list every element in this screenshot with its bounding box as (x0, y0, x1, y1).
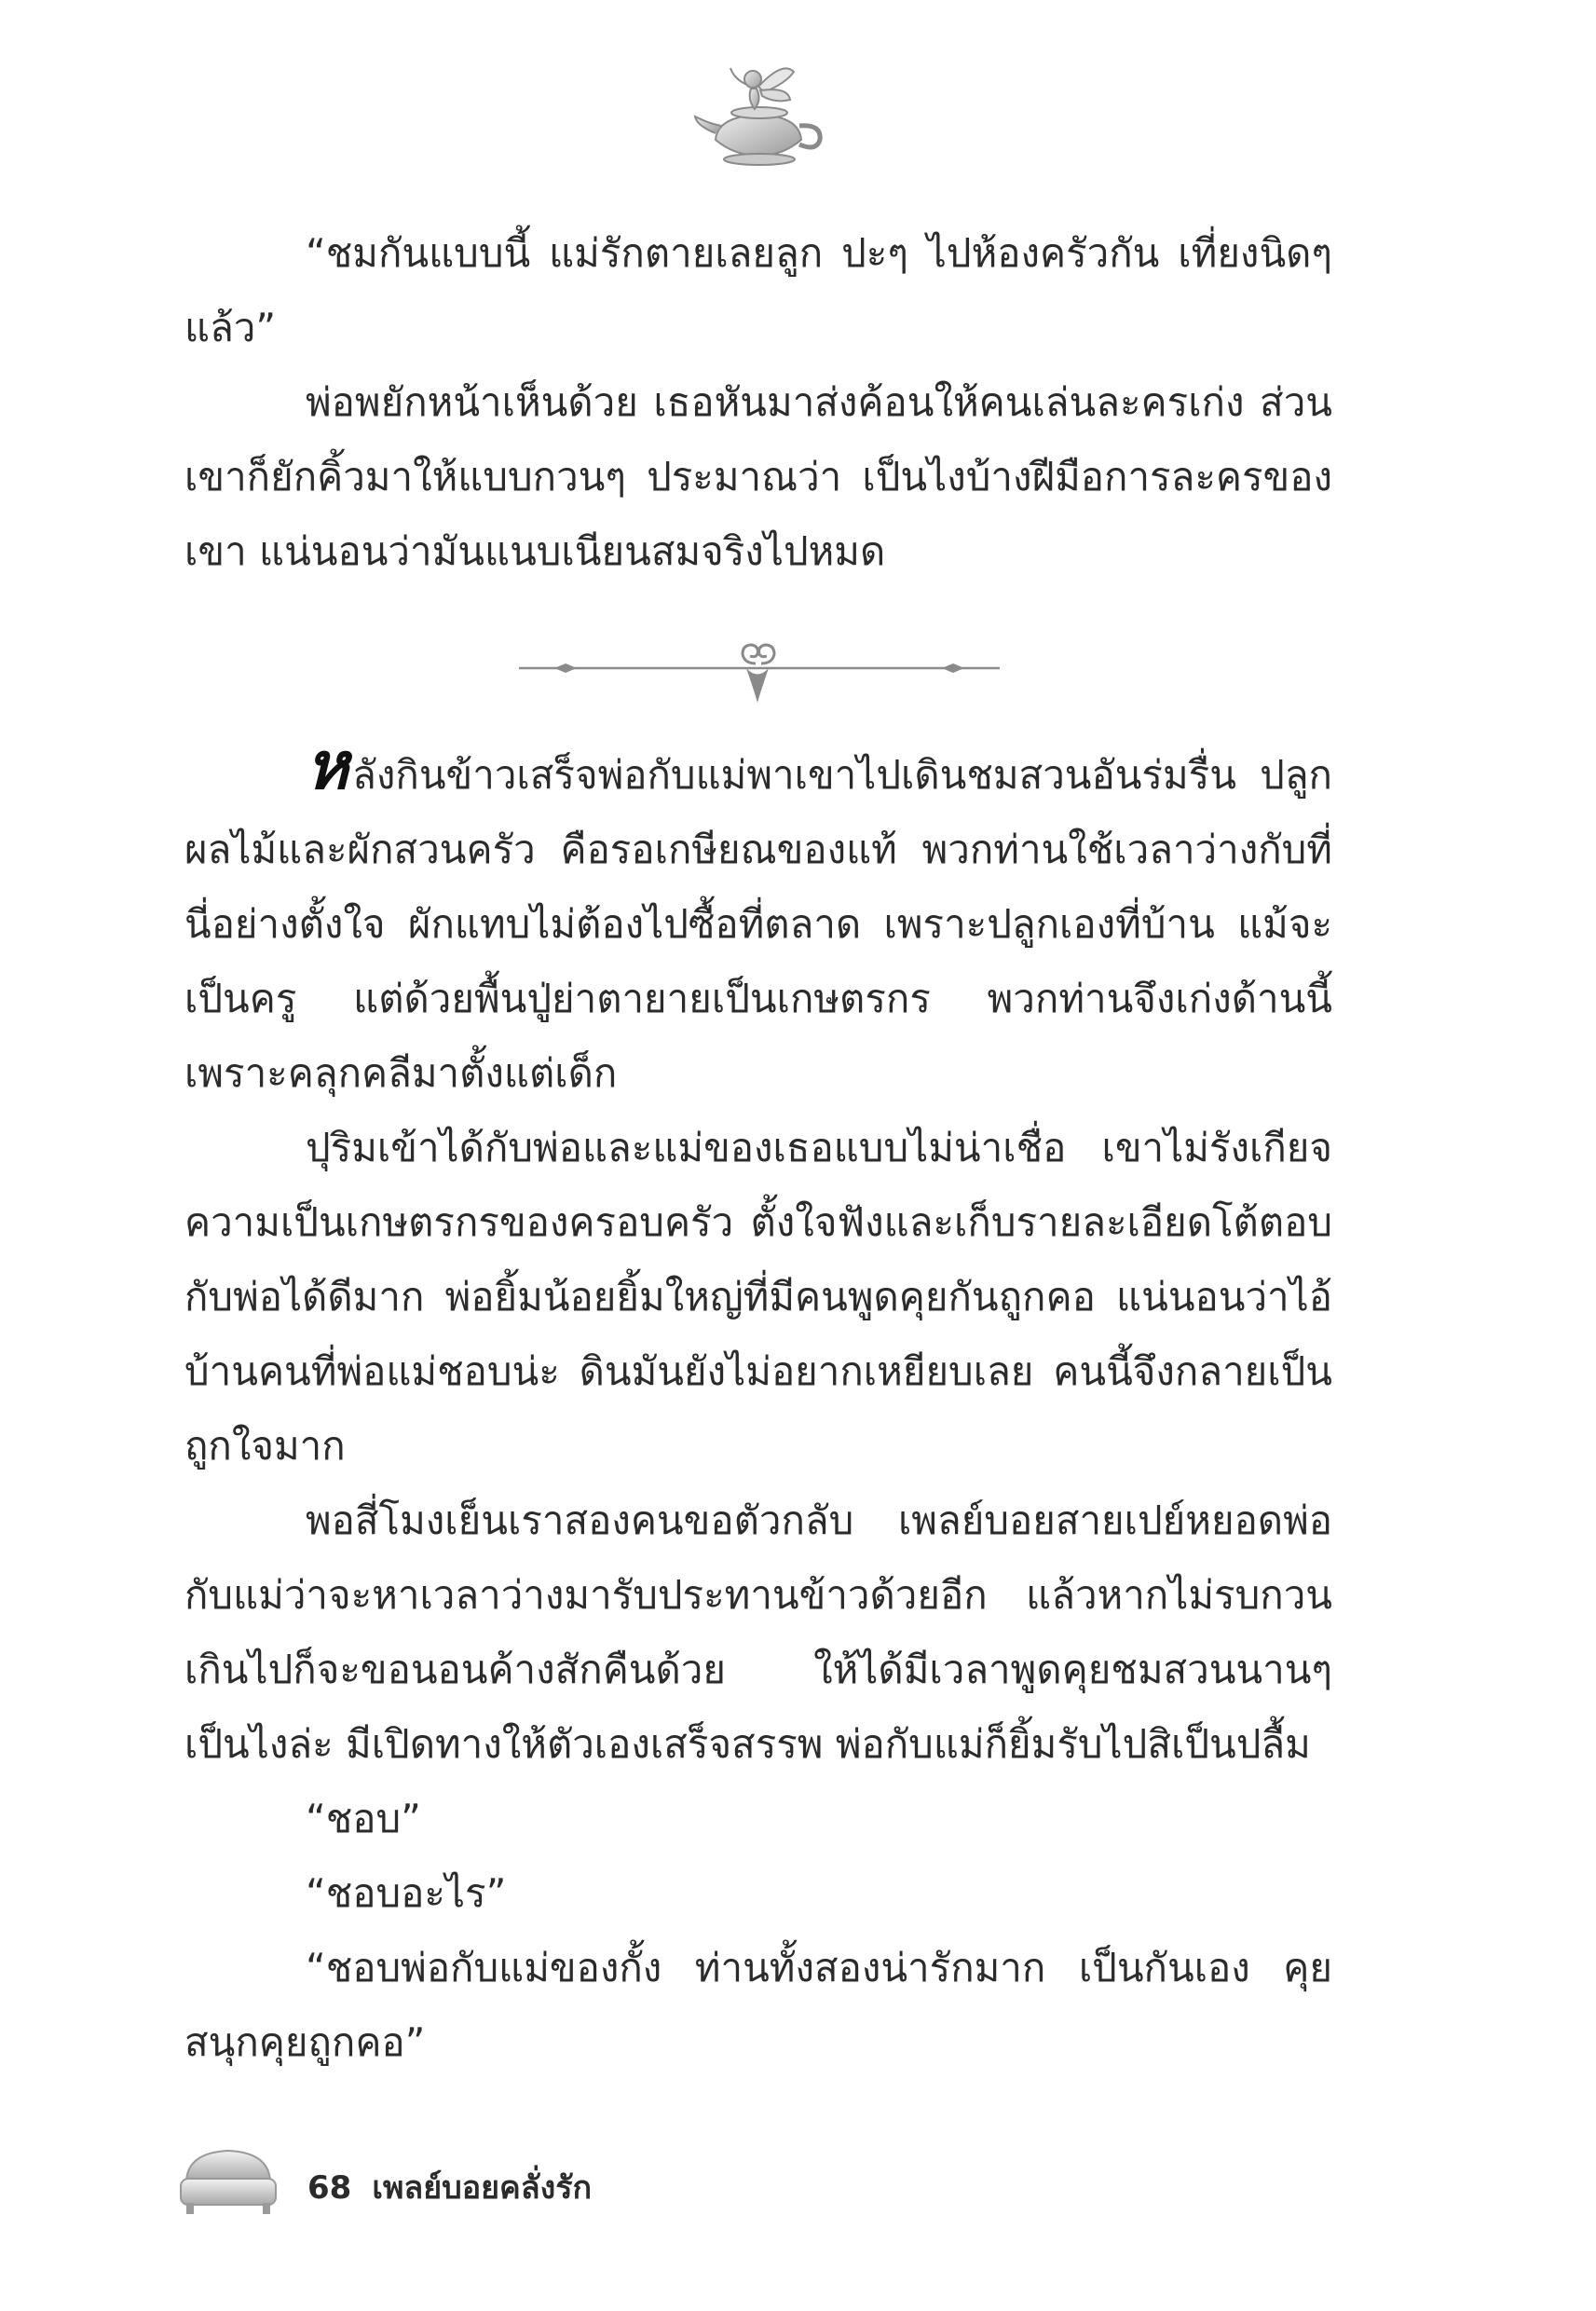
paragraph: พอสี่โมงเย็นเราสองคนขอตัวกลับ เพลย์บอยสายเปย์หยอดพ่อกับแม่ว่าจะหาเวลาว่างมารับประทานข้าวด้วยอีก แล้วหากไม่รบกวนเกินไปก็จะขอนอนค้างสักคืนด้วย ให้ได้มีเวลาพูดคุยชมสวนนานๆ เป็นไงล่ะ มีเปิดทางให้ตัวเองเสร็จสรรพ พ่อกับแม่ก็ยิ้มรับไปสิเป็นปลื้ม (184, 1497, 1332, 1767)
drop-cap: ห (306, 727, 349, 804)
bed-icon (177, 2143, 280, 2218)
page-number: 68 (307, 2169, 352, 2207)
scroll-divider-icon (517, 626, 1002, 710)
text-section-2 (184, 727, 1332, 2080)
page-footer (177, 2143, 829, 2227)
footer-label (307, 2162, 592, 2212)
paragraph-with-dropcap (184, 727, 1332, 1111)
text-section-1 (184, 216, 1332, 589)
paragraph: “ชมกันแบบนี้ แม่รักตายเลยลูก ปะๆ ไปห้องครัวกัน เที่ยงนิดๆ แล้ว” (184, 230, 1332, 350)
dialogue-line: “ชอบพ่อกับแม่ของกั้ง ท่านทั้งสองน่ารักมาก เป็นกันเอง คุยสนุกคุยถูกคอ” (184, 1945, 1332, 2065)
paragraph: พ่อพยักหน้าเห็นด้วย เธอหันมาส่งค้อนให้คนเล่นละครเก่ง ส่วนเขาก็ยักคิ้วมาให้แบบกวนๆ ประมาณว่า เป็นไงบ้างฝีมือการละครของเขา แน่นอนว่ามันแนบเนียนสมจริงไปหมด (184, 379, 1332, 574)
dialogue-line: “ชอบอะไร” (306, 1870, 507, 1916)
paragraph-text: ลังกินข้าวเสร็จพ่อกับแม่พาเขาไปเดินชมสวนอันร่มรื่น ปลูกผลไม้และผักสวนครัว คือรอเกษียณของแท้ พวกท่านใช้เวลาว่างกับที่นี่อย่างตั้งใจ ผักแทบไม่ต้องไปซื้อที่ตลาด เพราะปลูกเองที่บ้าน แม้จะเป็นครู แต่ด้วยพื้นปู่ย่าตายายเป็นเกษตรกร พวกท่านจึงเก่งด้านนี้ เพราะคลุกคลีมาตั้งแต่เด็ก (184, 752, 1332, 1096)
dialogue-line: “ชอบ” (306, 1796, 421, 1841)
paragraph: ปุริมเข้าได้กับพ่อและแม่ของเธอแบบไม่น่าเชื่อ เขาไม่รังเกียจความเป็นเกษตรกรของครอบครัว ตั้งใจฟังและเก็บรายละเอียดโต้ตอบกับพ่อได้ดีมาก พ่อยิ้มน้อยยิ้มใหญ่ที่มีคนพูดคุยกันถูกคอ แน่นอนว่าไอ้บ้านคนที่พ่อแม่ชอบน่ะ ดินมันยังไม่อยากเหยียบเลย คนนี้จึงกลายเป็นถูกใจมาก (184, 1125, 1332, 1469)
fairy-teapot-icon (689, 51, 829, 172)
book-title: เพลย์บอยคลั่งรัก (372, 2169, 593, 2207)
